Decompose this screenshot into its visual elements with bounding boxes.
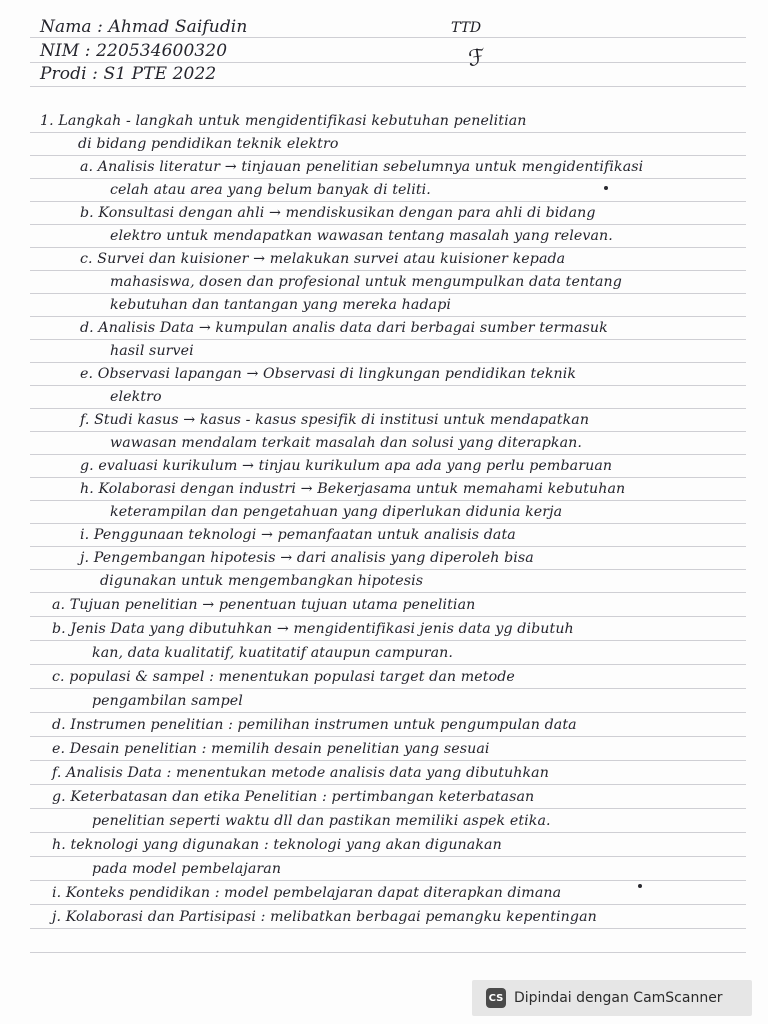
ruled-line — [30, 316, 746, 317]
ruled-line — [30, 569, 746, 570]
student-name: Nama : Ahmad Saifudin — [40, 17, 248, 37]
text-line: kan, data kualitatif, kuatitatif ataupun campuran. — [92, 645, 454, 661]
ink-dot — [638, 884, 642, 888]
ruled-line — [30, 928, 746, 929]
ruled-line — [30, 952, 746, 953]
ruled-line — [30, 856, 746, 857]
ruled-line — [30, 178, 746, 179]
ruled-line — [30, 880, 746, 881]
list-item: d. Analisis Data → kumpulan analis data dari berbagai sumber termasuk — [80, 320, 608, 336]
list-item: c. populasi & sampel : menentukan populasi target dan metode — [52, 669, 515, 685]
ruled-line — [30, 86, 746, 87]
ruled-line — [30, 62, 746, 63]
ruled-line — [30, 408, 746, 409]
ruled-line — [30, 616, 746, 617]
camscanner-logo-icon: CS — [486, 988, 506, 1008]
camscanner-label: Dipindai dengan CamScanner — [514, 990, 723, 1006]
text-line: penelitian seperti waktu dll dan pastikan memiliki aspek etika. — [92, 813, 551, 829]
ruled-line — [30, 155, 746, 156]
text-line: di bidang pendidikan teknik elektro — [78, 136, 339, 152]
list-item: c. Survei dan kuisioner → melakukan survei atau kuisioner kepada — [80, 251, 566, 267]
list-item: f. Analisis Data : menentukan metode analisis data yang dibutuhkan — [52, 765, 549, 781]
list-item: f. Studi kasus → kasus - kasus spesifik di institusi untuk mendapatkan — [80, 412, 590, 428]
ruled-line — [30, 546, 746, 547]
text-line: elektro untuk mendapatkan wawasan tentang masalah yang relevan. — [110, 228, 613, 244]
ruled-line — [30, 247, 746, 248]
ruled-line — [30, 362, 746, 363]
list-item: i. Penggunaan teknologi → pemanfaatan untuk analisis data — [80, 527, 516, 543]
ruled-line — [30, 832, 746, 833]
list-item: b. Konsultasi dengan ahli → mendiskusikan dengan para ahli di bidang — [80, 205, 596, 221]
ruled-line — [30, 664, 746, 665]
list-item: g. Keterbatasan dan etika Penelitian : pertimbangan keterbatasan — [52, 789, 535, 805]
ruled-line — [30, 688, 746, 689]
question-heading: 1. Langkah - langkah untuk mengidentifikasi kebutuhan penelitian — [40, 113, 527, 129]
ruled-line — [30, 454, 746, 455]
ruled-line — [30, 132, 746, 133]
ruled-line — [30, 640, 746, 641]
ruled-line — [30, 808, 746, 809]
text-line: mahasiswa, dosen dan profesional untuk mengumpulkan data tentang — [110, 274, 622, 290]
camscanner-badge — [472, 980, 752, 1016]
list-item: j. Kolaborasi dan Partisipasi : melibatkan berbagai pemangku kepentingan — [52, 909, 597, 925]
ruled-line — [30, 431, 746, 432]
ruled-line — [30, 293, 746, 294]
list-item: j. Pengembangan hipotesis → dari analisis yang diperoleh bisa — [80, 550, 534, 566]
text-line: pada model pembelajaran — [92, 861, 282, 877]
ruled-line — [30, 712, 746, 713]
text-line: celah atau area yang belum banyak di teliti. — [110, 182, 431, 198]
ruled-line — [30, 592, 746, 593]
text-line: hasil survei — [110, 343, 194, 359]
ruled-line — [30, 37, 746, 38]
list-item: i. Konteks pendidikan : model pembelajaran dapat diterapkan dimana — [52, 885, 562, 901]
ink-dot — [604, 186, 608, 190]
ruled-line — [30, 784, 746, 785]
list-item: h. Kolaborasi dengan industri → Bekerjasama untuk memahami kebutuhan — [80, 481, 626, 497]
student-prodi: Prodi : S1 PTE 2022 — [40, 64, 217, 84]
list-item: a. Analisis literatur → tinjauan penelitian sebelumnya untuk mengidentifikasi — [80, 159, 644, 175]
signature-mark: ℱ — [466, 44, 488, 73]
text-line: digunakan untuk mengembangkan hipotesis — [100, 573, 424, 589]
ruled-line — [30, 224, 746, 225]
list-item: h. teknologi yang digunakan : teknologi yang akan digunakan — [52, 837, 502, 853]
list-item: d. Instrumen penelitian : pemilihan instrumen untuk pengumpulan data — [52, 717, 577, 733]
list-item: g. evaluasi kurikulum → tinjau kurikulum apa ada yang perlu pembaruan — [80, 458, 613, 474]
text-line: pengambilan sampel — [92, 693, 243, 709]
ruled-line — [30, 523, 746, 524]
ruled-line — [30, 500, 746, 501]
ruled-line — [30, 201, 746, 202]
ruled-line — [30, 477, 746, 478]
list-item: b. Jenis Data yang dibutuhkan → mengidentifikasi jenis data yg dibutuh — [52, 621, 574, 637]
list-item: e. Observasi lapangan → Observasi di lingkungan pendidikan teknik — [80, 366, 577, 382]
signature-label: TTD — [451, 20, 482, 36]
ruled-line — [30, 385, 746, 386]
ruled-line — [30, 760, 746, 761]
ruled-line — [30, 904, 746, 905]
text-line: kebutuhan dan tantangan yang mereka hadapi — [110, 297, 452, 313]
ruled-line — [30, 339, 746, 340]
list-item: e. Desain penelitian : memilih desain penelitian yang sesuai — [52, 741, 490, 757]
ruled-line — [30, 270, 746, 271]
text-line: elektro — [110, 389, 162, 405]
text-line: keterampilan dan pengetahuan yang diperlukan didunia kerja — [110, 504, 563, 520]
student-nim: NIM : 220534600320 — [40, 41, 228, 61]
list-item: a. Tujuan penelitian → penentuan tujuan utama penelitian — [52, 597, 476, 613]
ruled-line — [30, 736, 746, 737]
text-line: wawasan mendalam terkait masalah dan solusi yang diterapkan. — [110, 435, 583, 451]
